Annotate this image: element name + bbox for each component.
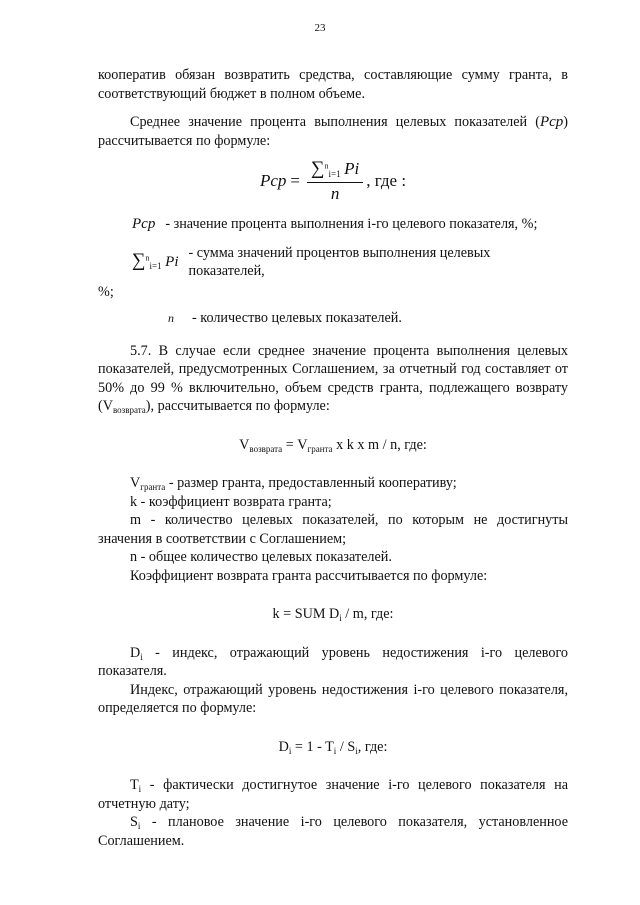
document-body bbox=[98, 66, 568, 850]
paragraph-5-7 bbox=[98, 342, 568, 416]
definition-d bbox=[98, 644, 568, 681]
f4-c: / S bbox=[336, 738, 356, 755]
def-sum-tail: %; bbox=[98, 283, 114, 300]
f3-b: / m, где: bbox=[341, 606, 394, 622]
p57-sub: возврата bbox=[112, 405, 146, 415]
page-number: 23 bbox=[314, 22, 326, 34]
def-sigma-symbol: ∑ bbox=[132, 250, 146, 272]
f2-v-sub: возврата bbox=[249, 443, 283, 454]
f4-b: = 1 - T bbox=[291, 738, 334, 755]
definition-t bbox=[98, 776, 568, 813]
p57-tail: ), рассчитывается по формуле: bbox=[145, 398, 330, 414]
def-sum-lower: i=1 bbox=[149, 261, 162, 272]
ddef-b: - индекс, отражающий уровень недостижения i-го целевого показателя. bbox=[98, 644, 568, 679]
sdef-a: S bbox=[130, 814, 138, 830]
def-pcp-text: - значение процента выполнения i-го целевого показателя, %; bbox=[165, 216, 538, 232]
f2-mid: = V bbox=[282, 436, 308, 453]
definition-n bbox=[98, 309, 568, 328]
ddef-sub: i bbox=[140, 651, 143, 662]
formula-equals: = bbox=[290, 171, 300, 191]
formula-fraction bbox=[307, 160, 363, 203]
f4-a: D bbox=[278, 738, 289, 755]
paragraph-refund: кооператив обязан возвратить средства, составляющие сумму гранта, в соответствующий бюджет в полном объеме. bbox=[98, 67, 568, 102]
sigma-symbol: ∑ bbox=[310, 158, 325, 179]
formula-d bbox=[98, 738, 568, 757]
definition-k: k - коэффициент возврата гранта; bbox=[130, 493, 332, 510]
f2-v: V bbox=[239, 436, 250, 453]
formula-k bbox=[98, 605, 568, 624]
def-pcp-symbol: Pcp bbox=[132, 216, 156, 232]
pcp-symbol: Pcp bbox=[539, 114, 564, 130]
paragraph-d-intro: Индекс, отражающий уровень недостижения i-го целевого показателя, определяется по формуле: bbox=[98, 681, 568, 716]
def-n-text: - количество целевых показателей. bbox=[192, 310, 402, 326]
def-sum-variable: Pi bbox=[165, 254, 179, 271]
p57-text: 5.7. В случае если среднее значение процента выполнения целевых показателей, предусмотренных Соглашением, за отчетный год составляет от 50% до 99 % включительно, объем средств гранта, подлежащего возврату (V bbox=[98, 342, 568, 414]
vdef-text: - размер гранта, предоставленный кооперативу; bbox=[165, 475, 457, 491]
sum-upper: n bbox=[324, 161, 329, 171]
f3-sub: i bbox=[339, 613, 342, 623]
vdef-sub: гранта bbox=[140, 482, 166, 492]
formula-tail: , где : bbox=[366, 171, 407, 191]
sdef-b: - плановое значение i-го целевого показателя, установленное Соглашением. bbox=[98, 814, 568, 849]
tdef-sub: i bbox=[138, 784, 142, 794]
def-n-symbol: n bbox=[168, 311, 174, 325]
f4-c-sub: i bbox=[355, 745, 358, 756]
definition-n-total: n - общее количество целевых показателей. bbox=[130, 549, 392, 565]
average-intro-tail: ) рассчитывается по формуле: bbox=[98, 114, 568, 149]
tdef-b: - фактически достигнутое значение i-го целевого показателя на отчетную дату; bbox=[98, 777, 568, 812]
sum-lower: i=1 bbox=[328, 169, 341, 179]
f4-d: , где: bbox=[357, 738, 388, 755]
def-sum-symbol bbox=[132, 252, 179, 272]
ddef-a: D bbox=[130, 644, 141, 661]
formula-denominator: n bbox=[330, 183, 340, 203]
paragraph-average-intro bbox=[98, 113, 568, 150]
f3-a: k = SUM D bbox=[272, 606, 340, 622]
formula-refund bbox=[98, 436, 568, 455]
average-intro-text: Среднее значение процента выполнения целевых показателей ( bbox=[130, 114, 540, 130]
sdef-sub: i bbox=[137, 821, 141, 831]
def-sum-text: - сумма значений процентов выполнения целевых показателей, bbox=[188, 244, 491, 279]
formula-average bbox=[98, 160, 568, 203]
f2-tail: x k x m / n, где: bbox=[332, 436, 427, 453]
vdef-v: V bbox=[130, 475, 141, 491]
definition-m: m - количество целевых показателей, по которым не достигнуты значения в соответствии с Соглашением; bbox=[98, 512, 568, 547]
definition-pcp bbox=[98, 215, 568, 234]
formula-numerator bbox=[307, 160, 363, 183]
def-sum-upper: n bbox=[145, 253, 150, 263]
sum-variable: Pi bbox=[344, 159, 360, 178]
f4-a-sub: i bbox=[288, 745, 292, 756]
tdef-a: T bbox=[130, 777, 139, 793]
definition-s bbox=[98, 813, 568, 850]
f4-b-sub: i bbox=[333, 745, 337, 756]
paragraph-k-intro: Коэффициент возврата гранта рассчитывается по формуле: bbox=[130, 567, 488, 584]
f2-grant-sub: гранта bbox=[307, 443, 333, 454]
formula-lhs: Pcp bbox=[259, 171, 287, 191]
definition-v-grant bbox=[98, 474, 568, 493]
definition-sum bbox=[98, 244, 568, 281]
